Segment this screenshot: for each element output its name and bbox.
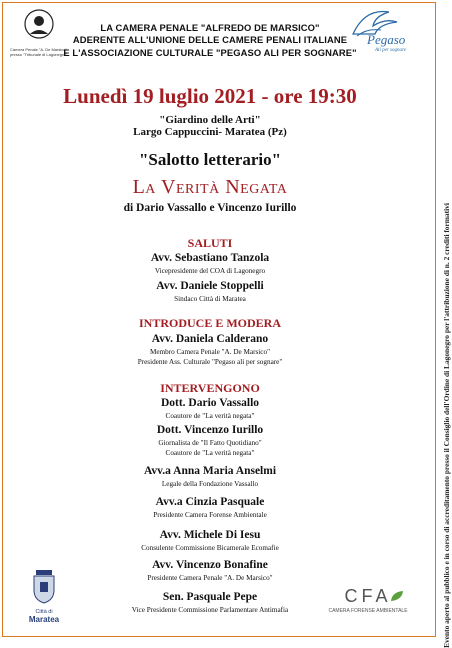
- camera-penale-emblem-icon: [16, 8, 62, 42]
- book-title: La Verità Negata: [132, 176, 288, 198]
- event-series: "Salotto letterario": [138, 150, 282, 169]
- cfa-logo-text: CFA: [344, 586, 392, 606]
- speaker-name: Avv. Vincenzo Bonafine: [152, 559, 268, 571]
- header-line-3: E L'ASSOCIAZIONE CULTURALE "PEGASO ALI PER SOGNARE": [63, 47, 357, 58]
- city-crest-icon: [30, 568, 58, 604]
- leaf-icon: [390, 590, 404, 602]
- side-note: Evento aperto al pubblico e in corso di accreditamento presso il Consiglio dell'Ordine di Lagonegro per l'attribuzione di n. 2 crediti formativi: [442, 203, 451, 648]
- speaker-role: Coautore de "La verità negata": [165, 412, 255, 420]
- speaker-name: Avv.a Cinzia Pasquale: [155, 496, 265, 508]
- speaker-role: Vice Presidente Commissione Parlamentare Antimafia: [131, 606, 289, 614]
- speaker-name: Avv.a Anna Maria Anselmi: [143, 465, 277, 477]
- speaker-name: Sen. Pasquale Pepe: [162, 591, 258, 603]
- logo-caption-2: presso "Tribunale di Lagonegro": [10, 52, 67, 57]
- section-introduce: INTRODUCE E MODERA: [138, 316, 281, 330]
- speaker-role: Presidente Ass. Culturale "Pegaso ali per sognare": [137, 358, 283, 366]
- logo-caption-1: Camera Penale "A. De Marsico": [10, 47, 67, 52]
- speaker-role: Sindaco Città di Maratea: [174, 295, 246, 303]
- speaker-role: Presidente Camera Penale "A. De Marsico": [147, 574, 273, 582]
- cfa-logo: [326, 586, 410, 622]
- speaker-role: Consulente Commissione Bicamerale Ecomafie: [141, 544, 279, 552]
- book-authors: di Dario Vassallo e Vincenzo Iurillo: [123, 202, 297, 214]
- venue-address: Largo Cappuccini- Maratea (Pz): [133, 126, 287, 138]
- speaker-role: Giornalista de "Il Fatto Quotidiano": [158, 439, 262, 447]
- city-caption-2: Maratea: [28, 615, 60, 624]
- event-date: Lunedì 19 luglio 2021 - ore 19:30: [63, 84, 357, 108]
- venue-name: "Giardino delle Arti": [159, 114, 261, 126]
- section-intervengono: INTERVENGONO: [160, 381, 260, 395]
- speaker-role: Legale della Fondazione Vassallo: [161, 480, 259, 488]
- speaker-name: Avv. Michele Di Iesu: [159, 529, 261, 541]
- speaker-role: Vicepresidente del COA di Lagonegro: [154, 267, 266, 275]
- speaker-name: Avv. Daniela Calderano: [151, 333, 269, 345]
- header-line-2: ADERENTE ALL'UNIONE DELLE CAMERE PENALI ITALIANE: [72, 34, 348, 45]
- pegaso-logo-text: Pegaso: [367, 32, 406, 47]
- speaker-role: Presidente Camera Forense Ambientale: [153, 511, 267, 519]
- speaker-name: Dott. Dario Vassallo: [160, 397, 260, 409]
- camera-penale-logo: [10, 8, 67, 57]
- pegaso-logo-subtext: Ali per sognare: [375, 48, 406, 53]
- maratea-logo: [22, 568, 66, 632]
- section-saluti: SALUTI: [187, 236, 233, 250]
- speaker-name: Dott. Vincenzo Iurillo: [156, 424, 264, 436]
- city-caption-1: Città di: [35, 609, 53, 615]
- header-line-1: LA CAMERA PENALE "ALFREDO DE MARSICO": [100, 22, 320, 33]
- speaker-name: Avv. Daniele Stoppelli: [156, 280, 264, 292]
- cfa-caption: CAMERA FORENSE AMBIENTALE: [328, 608, 408, 614]
- speaker-role: Membro Camera Penale "A. De Marsico": [149, 348, 271, 356]
- speaker-role: Coautore de "La verità negata": [165, 449, 255, 457]
- speaker-name: Avv. Sebastiano Tanzola: [150, 252, 270, 264]
